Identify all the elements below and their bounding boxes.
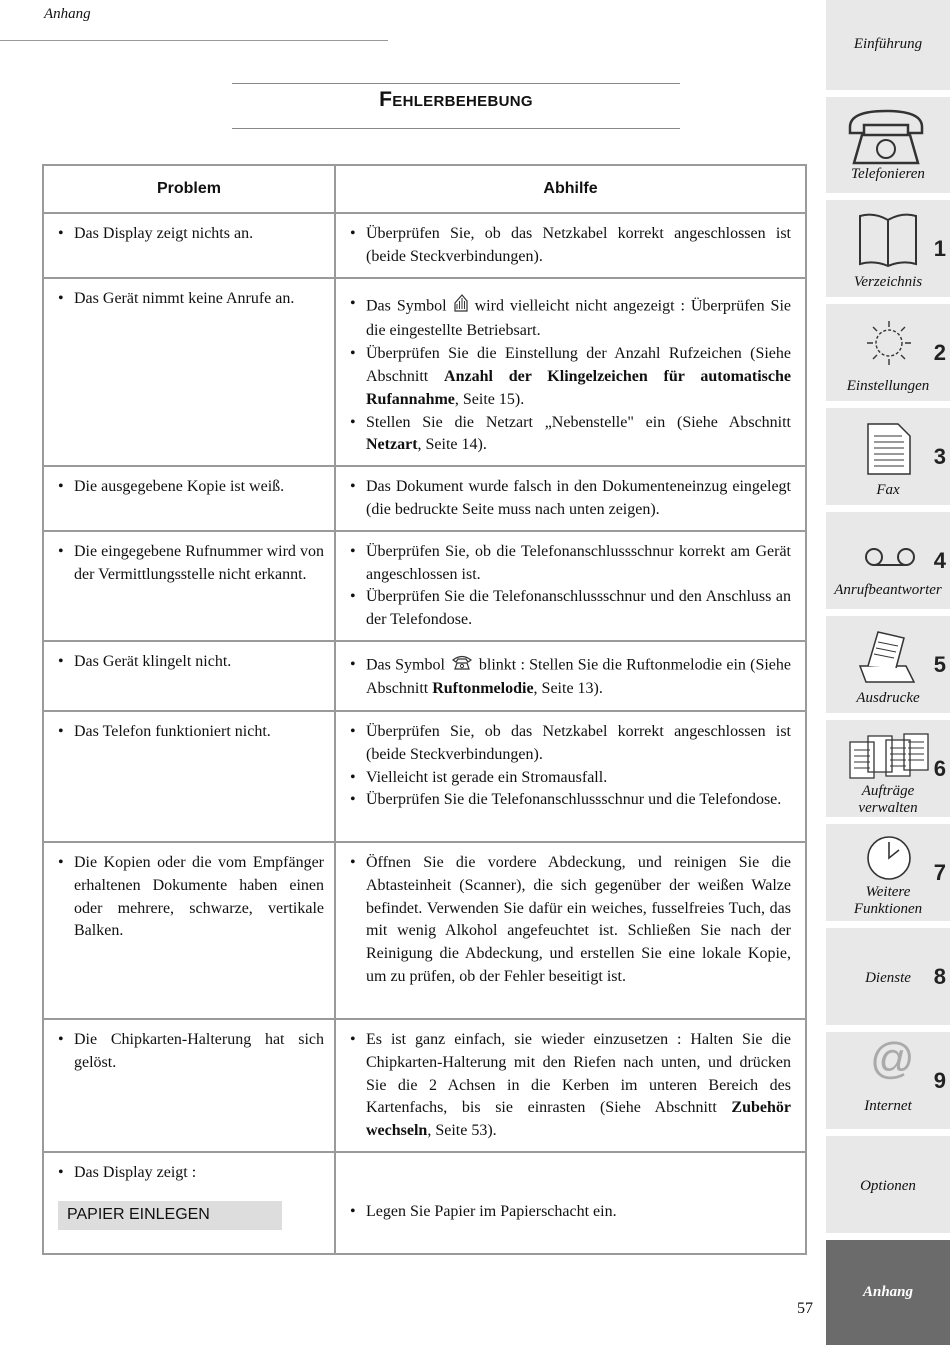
remedy-cell [335, 466, 806, 531]
telephone-icon [846, 107, 926, 170]
tab-einstellungen[interactable] [826, 304, 950, 401]
chapter-number: 6 [933, 756, 946, 781]
problem-cell [43, 531, 335, 641]
tab-dienste[interactable] [826, 928, 950, 1025]
remedy-cell [335, 711, 806, 842]
problem-cell [43, 842, 335, 1019]
problem-text: • Die Kopien oder die vom Empfänger erhaltenen Dokumente haben einen oder mehrere, schwarze, vertikale Balken. [58, 852, 324, 943]
header-rule [0, 40, 388, 41]
remedy-item: • Das Dokument wurde falsch in den Dokumenteneinzug eingelegt (die bedruckte Seite muss nach unten zeigen). [350, 476, 791, 522]
remedy-cell [335, 1152, 806, 1254]
remedy-text: Stellen Sie die Netzart „Nebenstelle" ein (Siehe Abschnitt [366, 413, 791, 431]
sun-settings-icon [864, 318, 914, 373]
problem-text: • Das Display zeigt : [58, 1162, 324, 1185]
chapter-number: 8 [933, 964, 946, 989]
at-sign-icon: @ [870, 1034, 915, 1083]
remedy-text: , Seite 53). [427, 1122, 497, 1140]
remedy-item [350, 1029, 791, 1143]
problem-text: • Das Gerät klingelt nicht. [58, 651, 324, 674]
table-row [43, 531, 806, 641]
problem-text: • Die ausgegebene Kopie ist weiß. [58, 476, 324, 499]
remedy-text: , Seite 14). [417, 436, 487, 454]
remedy-item [350, 293, 791, 344]
printer-icon [856, 626, 918, 691]
tab-label: Verzeichnis [853, 274, 923, 290]
remedy-item: • Überprüfen Sie, ob die Telefonanschlussschnur korrekt am Gerät angeschlossen ist. [350, 541, 791, 587]
page-number: 57 [797, 1300, 813, 1317]
problem-cell [43, 711, 335, 842]
table-row [43, 1019, 806, 1152]
remedy-cell [335, 641, 806, 711]
problem-cell [43, 213, 335, 278]
remedy-cell [335, 531, 806, 641]
remedy-cell [335, 1019, 806, 1152]
table-row [43, 842, 806, 1019]
tab-ausdrucke[interactable] [826, 616, 950, 713]
table-row [43, 1152, 806, 1254]
remedy-text: Das Symbol [366, 297, 447, 315]
tab-label: Anrufbeantworter [834, 582, 942, 598]
clock-icon [864, 834, 914, 887]
problem-cell [43, 466, 335, 531]
tab-label: Ausdrucke [856, 690, 920, 706]
title-rule-bottom [232, 128, 680, 129]
column-header-remedy: Abhilfe [335, 165, 806, 213]
table-row [43, 641, 806, 711]
tab-telefonieren[interactable] [826, 97, 950, 193]
chapter-number: 3 [933, 444, 946, 469]
tab-auftraege-verwalten[interactable] [826, 720, 950, 817]
chapter-number: 2 [933, 340, 946, 365]
section-reference: Zubehör wechseln [366, 1099, 791, 1140]
tab-label: Optionen [860, 1178, 916, 1194]
problem-cell [43, 1019, 335, 1152]
remedy-item: • Legen Sie Papier im Papierschacht ein. [350, 1201, 791, 1224]
page-title: Fehlerbehebung [379, 88, 533, 111]
problem-text: • Das Display zeigt nichts an. [58, 223, 324, 246]
remedy-item: • Überprüfen Sie die Telefonanschlussschnur und die Telefondose. [350, 789, 791, 812]
ringer-icon [451, 654, 473, 678]
tab-label: Anhang [862, 1284, 914, 1300]
remedy-cell [335, 842, 806, 1019]
remedy-text: , Seite 13). [533, 679, 603, 697]
table-row [43, 466, 806, 531]
chapter-number: 4 [933, 548, 946, 573]
remedy-item: • Überprüfen Sie die Telefonanschlussschnur und den Anschluss an der Telefondose. [350, 586, 791, 632]
chapter-number: 1 [933, 236, 946, 261]
remedy-item: • Überprüfen Sie, ob das Netzkabel korrekt angeschlossen ist (beide Steckverbindungen). [350, 721, 791, 767]
tab-anrufbeantworter[interactable] [826, 512, 950, 609]
tab-label: Internet [864, 1098, 912, 1114]
section-reference: Netzart [366, 436, 418, 454]
problem-text: • Die eingegebene Rufnummer wird von der Vermittlungsstelle nicht erkannt. [58, 541, 324, 587]
remedy-text: , Seite 15). [454, 390, 525, 408]
tab-einfuehrung[interactable] [826, 0, 950, 90]
tab-optionen[interactable] [826, 1136, 950, 1233]
remedy-item [350, 654, 791, 701]
tab-label: Funktionen [853, 901, 923, 917]
tab-anhang[interactable] [826, 1240, 950, 1345]
display-message: PAPIER EINLEGEN [58, 1201, 282, 1230]
documents-stack-icon [848, 732, 930, 785]
troubleshooting-table [42, 164, 807, 1255]
remedy-text: Es ist ganz einfach, sie wieder einzusetzen : Halten Sie die Chipkarten-Halterung mit den Riefen nach unten, und drücken Sie die 2 Achsen in die Kerben im unteren Bereich des Kartenfachs, bis sie einrasten (Siehe Abschnitt [366, 1030, 791, 1117]
remedy-item: • Vielleicht ist gerade ein Stromausfall. [350, 767, 791, 790]
remedy-text: Überprüfen Sie die Einstellung der Anzahl Rufzeichen (Siehe Abschnitt [366, 345, 791, 385]
header-section-label: Anhang [44, 6, 91, 22]
book-icon [856, 210, 920, 273]
tab-label: Weitere [865, 884, 911, 900]
tab-fax[interactable] [826, 408, 950, 505]
remedy-item: • Öffnen Sie die vordere Abdeckung, und reinigen Sie die Abtasteinheit (Scanner), die sich gegenüber der weißen Walze befindet. Verwenden Sie dafür ein weiches, fusselfreies Tuch, das mit wenig Alkohol angefeuchtet ist. Schließen Sie nach der Reinigung die Abdeckung, und erstellen Sie eine lokale Kopie, um zu prüfen, ob der Fehler beseitigt ist. [350, 852, 791, 989]
remedy-item: • Überprüfen Sie, ob das Netzkabel korrekt angeschlossen ist (beide Steckverbindungen). [350, 223, 791, 269]
chapter-number: 5 [933, 652, 946, 677]
tab-verzeichnis[interactable] [826, 200, 950, 297]
table-header-row [43, 165, 806, 213]
tab-label: Einführung [853, 36, 923, 52]
problem-cell [43, 278, 335, 467]
remedy-item [350, 412, 791, 458]
document-icon [866, 422, 912, 481]
tab-label: Aufträge [861, 783, 915, 799]
problem-cell [43, 1152, 335, 1254]
section-reference: Anzahl der Klingelzeichen für automatische Rufannahme [366, 367, 792, 408]
remedy-cell [335, 278, 806, 467]
column-header-problem: Problem [43, 165, 335, 213]
problem-text: • Die Chipkarten-Halterung hat sich gelöst. [58, 1029, 324, 1075]
chapter-sidebar [826, 0, 950, 1345]
tab-label: Telefonieren [851, 166, 925, 182]
table-row [43, 278, 806, 467]
remedy-item [350, 343, 791, 411]
tab-internet[interactable] [826, 1032, 950, 1129]
title-rule-top [232, 83, 680, 84]
tab-weitere-funktionen[interactable] [826, 824, 950, 921]
problem-text: • Das Telefon funktioniert nicht. [58, 721, 324, 744]
remedy-text: blinkt : Stellen Sie die Ruftonmelodie ein (Siehe Abschnitt [366, 656, 791, 697]
chapter-number: 9 [933, 1068, 946, 1093]
answering-mode-icon [453, 293, 469, 321]
cassette-icon [864, 546, 916, 573]
remedy-text: Das Symbol [366, 656, 445, 674]
tab-label: Dienste [865, 970, 911, 986]
problem-cell [43, 641, 335, 711]
section-reference: Ruftonmelodie [432, 679, 534, 697]
table-row [43, 213, 806, 278]
chapter-number: 7 [933, 860, 946, 885]
tab-label: verwalten [858, 800, 918, 816]
remedy-cell [335, 213, 806, 278]
problem-text: • Das Gerät nimmt keine Anrufe an. [58, 288, 324, 311]
remedy-text: wird vielleicht nicht angezeigt : Überprüfen Sie die eingestellte Betriebsart. [366, 297, 792, 340]
tab-label: Fax [876, 482, 900, 498]
tab-label: Einstellungen [846, 378, 930, 394]
table-row [43, 711, 806, 842]
